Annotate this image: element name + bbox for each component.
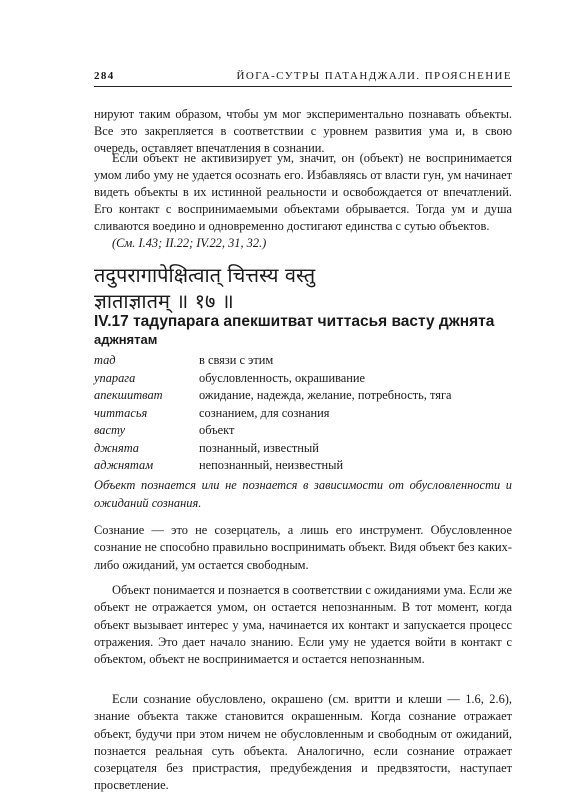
running-title: ЙОГА-СУТРЫ ПАТАНДЖАЛИ. ПРОЯСНЕНИЕ: [236, 70, 512, 82]
paragraph-text: Если объект не активизирует ум, значит, он (объект) не воспринимается умом либо уму не удается осознать его. Избавляясь от власти гун, ум начинает видеть объекты в их истинной реальности и освобождается от впечатлений. Его контакт с воспринимаемыми объектами обрывается. Тогда ум и душа сливаются воедино и одновременно достигают единства с сутью объектов.: [94, 151, 512, 233]
glossary-row: [94, 440, 512, 458]
glossary-term: аджнятам: [94, 458, 154, 472]
glossary-definition: обусловленность, окрашивание: [199, 370, 366, 385]
glossary-definition: непознанный, неизвестный: [199, 458, 344, 472]
glossary-definition: сознанием, для сознания: [199, 405, 330, 420]
glossary-definition: познанный, известный: [199, 440, 319, 455]
glossary-definition: объект: [199, 423, 235, 437]
running-header: [94, 70, 512, 87]
glossary-row: [94, 370, 512, 388]
cross-reference: (См. I.43; II.22; IV.22, 31, 32.): [112, 236, 267, 250]
sutra-title-line: IV.17 тадупарага апекшитват читтасья васту джнята: [94, 313, 495, 330]
glossary-row: [94, 457, 512, 475]
sutra-heading: [94, 313, 512, 349]
glossary-definition: ожидание, надежда, желание, потребность, тяга: [199, 388, 452, 402]
glossary-term: васту: [94, 423, 126, 437]
glossary-row: [94, 387, 512, 405]
paragraph: Объект понимается и познается в соответствии с ожиданиями ума. Если же объект не отражается умом, он остается непознанным. В тот момент, когда объект вызывает интерес у ума, начинается их контакт и запускается процесс отражения. Это дает начало знанию. Если уму не удается войти в контакт с объектом, объект не воспринимается и остается непознанным.: [94, 583, 512, 667]
glossary-row: [94, 422, 512, 440]
sanskrit-sutra: तदुपरागापेक्षित्वात् चित्तस्य वस्तु ज्ञाताज्ञातम् ॥ १७ ॥: [94, 263, 316, 313]
glossary-term: читтасья: [94, 405, 148, 420]
glossary-term: тад: [94, 353, 116, 367]
paragraph: нируют таким образом, чтобы ум мог экспериментально познавать объекты. Все это закрепляется в соответствии с уровнем развития ума и, в свою очередь, оставляет впечатления в сознании.: [94, 107, 512, 155]
sutra-translation: Объект познается или не познается в зависимости от обусловленности и ожиданий сознания.: [94, 478, 512, 510]
glossary-term: апекшитват: [94, 388, 163, 402]
page-number: 284: [94, 70, 115, 82]
sutra-title-line: аджнятам: [94, 332, 158, 347]
glossary-table: [94, 352, 512, 475]
glossary-definition: в связи с этим: [199, 353, 274, 367]
glossary-term: упарага: [94, 370, 136, 385]
glossary-term: джнята: [94, 440, 139, 455]
paragraph: Сознание — это не созерцатель, а лишь его инструмент. Обусловленное сознание не способно правильно воспринимать объект. Видя объект без каких-либо ожиданий, ум остается свободным.: [94, 523, 512, 572]
paragraph: [94, 150, 512, 252]
paragraph: Если сознание обусловлено, окрашено (см. вритти и клеши — 1.6, 2.6), знание объекта также становится окрашенным. Когда сознание отражает объект, будучи при этом ничем не обусловленным и свободным от ожиданий, познается реальная суть объекта. Аналогично, если сознание отражает созерцателя без пристрастия, предубеждения и предвзятости, наступает просветление.: [94, 692, 512, 793]
glossary-row: [94, 405, 512, 423]
glossary-row: [94, 352, 512, 370]
